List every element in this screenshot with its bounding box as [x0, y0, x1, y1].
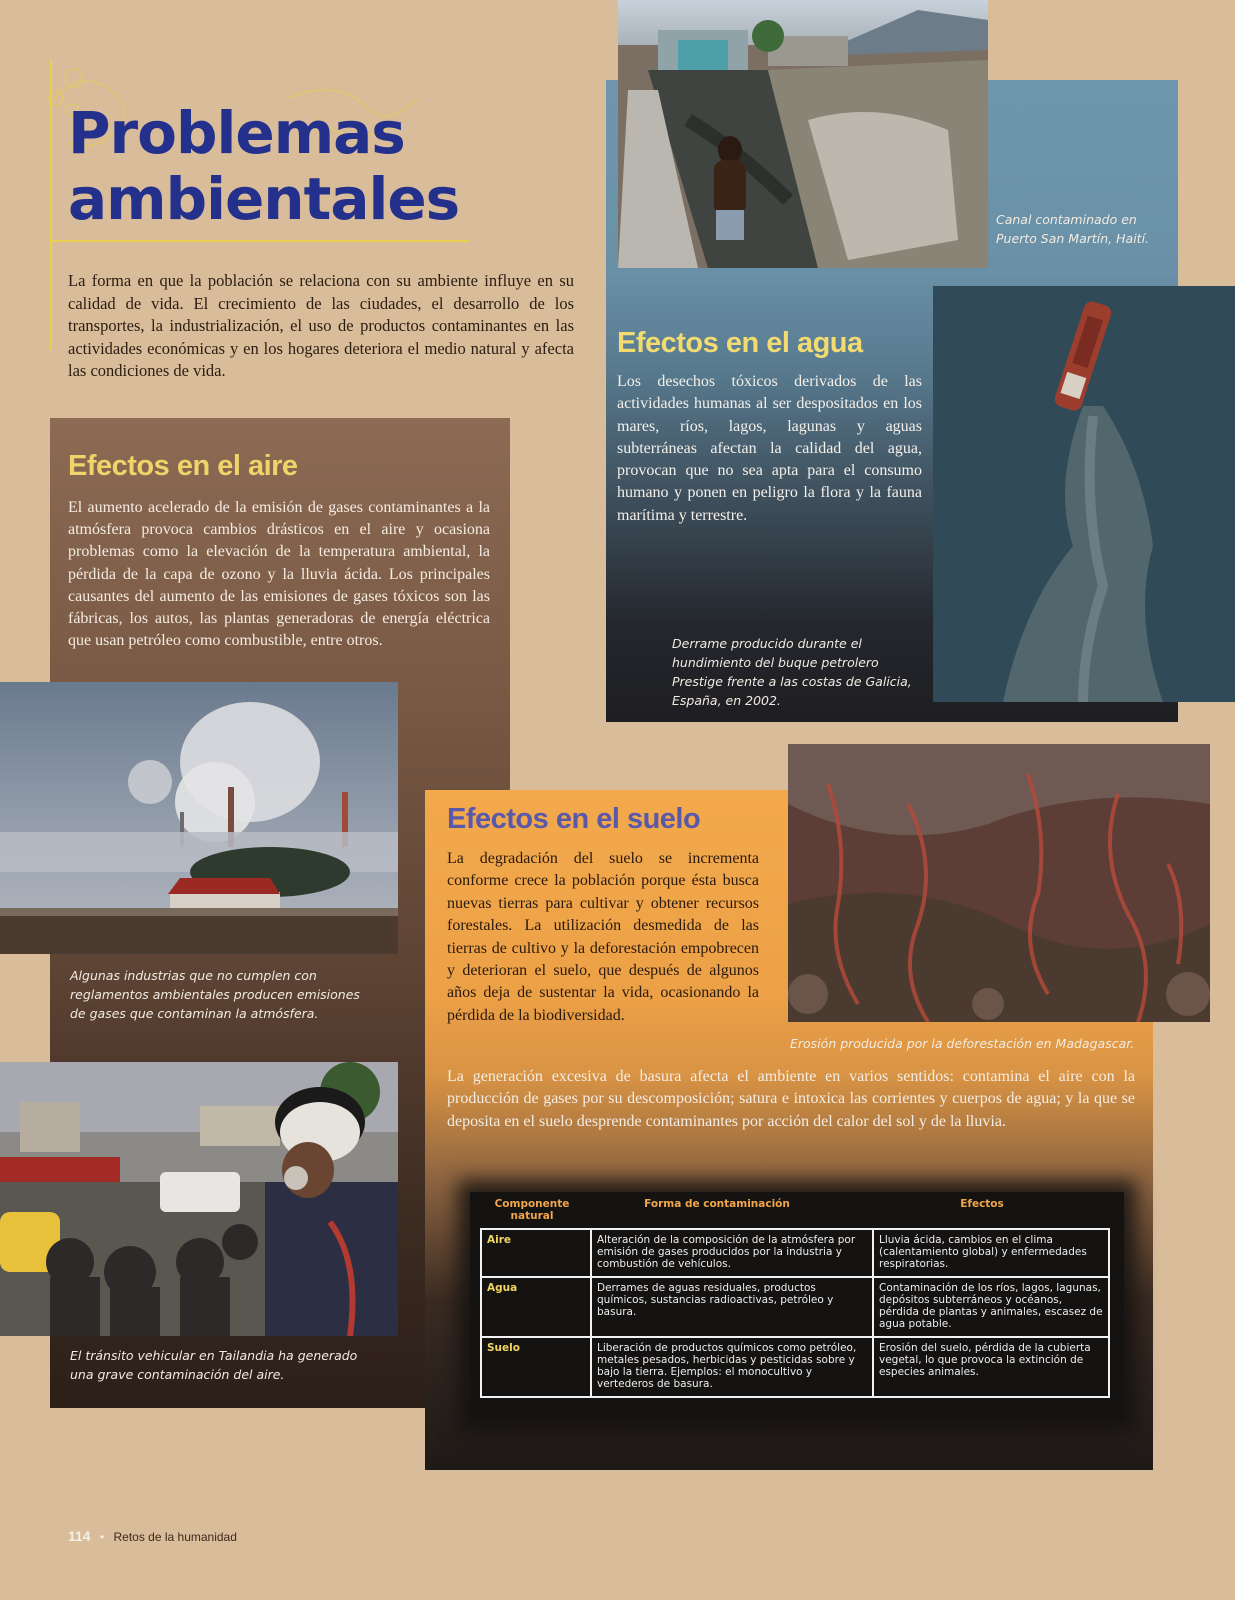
soil-paragraph: La degradación del suelo se incrementa conforme crece la población porque ésta busca nuevas tierras para cultivar y obtener recursos forestales. La utilización desmedida de las tierras de cultivo y la deforestación empobrecen y deterioran el suelo, que después de algunos años deja de sustentar la vida, ocasionando la pérdida de la biodiversidad. [447, 850, 759, 1024]
factory-caption: Algunas industrias que no cumplen con reglamentos ambientales producen emisiones de gases que contaminan la atmósfera. [70, 968, 360, 1021]
pollution-table [480, 1228, 1110, 1398]
row-forma: Derrames de aguas residuales, productos químicos, sustancias radioactivas, petróleo y basura. [591, 1277, 873, 1337]
row-forma: Alteración de la composición de la atmósfera por emisión de gases producidos por la industria y combustión de vehículos. [591, 1229, 873, 1277]
erosion-photo [788, 744, 1210, 1022]
canal-caption: Canal contaminado en Puerto San Martín, Haití. [996, 212, 1150, 246]
title-rule-vertical [50, 60, 52, 350]
table-header-efectos: Efectos [960, 1198, 1004, 1210]
title-rule-horizontal [50, 240, 470, 242]
row-efectos: Lluvia ácida, cambios en el clima (calentamiento global) y enfermedades respiratorias. [873, 1229, 1109, 1277]
air-paragraph: El aumento acelerado de la emisión de gases contaminantes a la atmósfera provoca cambios drásticos en el aire y ocasiona problemas como la elevación de la temperatura ambiental, la pérdida de la capa de ozono y la lluvia ácida. Los principales causantes del aumento de las emisiones de gases tóxicos son las fábricas, los autos, las plantas generadoras de energía eléctrica que usan petróleo como combustible, entre otros. [68, 499, 490, 650]
title-line-1: Problemas [68, 99, 405, 167]
table-row [481, 1229, 1109, 1277]
book-title: Retos de la humanidad [113, 1530, 237, 1544]
water-paragraph: Los desechos tóxicos derivados de las actividades humanas al ser despositados en los mares, ríos, lagos, lagunas y aguas subterráneas afectan la calidad del agua, provocan que no sea apta para el consumo humano y ponen en peligro la flora y la fauna marítima y terrestre. [617, 373, 922, 524]
row-component: Aire [481, 1229, 591, 1277]
water-heading: Efectos en el agua [617, 327, 863, 359]
table-header-component: Componente natural [494, 1198, 570, 1222]
row-component: Suelo [481, 1337, 591, 1397]
oil-spill-caption: Derrame producido durante el hundimiento del buque petrolero Prestige frente a las costas de Galicia, España, en 2002. [672, 636, 912, 708]
page-number: 114 [68, 1528, 91, 1544]
air-heading: Efectos en el aire [68, 450, 298, 482]
row-component: Agua [481, 1277, 591, 1337]
row-forma: Liberación de productos químicos como petróleo, metales pesados, herbicidas y pesticidas sobre y bajo la tierra. Ejemplos: el monocultivo y vertederos de basura. [591, 1337, 873, 1397]
intro-paragraph: La forma en que la población se relaciona con su ambiente influye en su calidad de vida. El crecimiento de las ciudades, el desarrollo de los transportes, la industrialización, el uso de productos contaminantes en las actividades económicas y en los hogares deteriora el medio natural y afecta las condiciones de vida. [68, 271, 574, 380]
waste-paragraph: La generación excesiva de basura afecta el ambiente en varios sentidos: contamina el aire con la producción de gases por su descomposición; satura e intoxica las corrientes y cuerpos de agua; y la que se deposita en el suelo desprende contaminantes por acción del calor del sol y de la lluvia. [447, 1068, 1135, 1130]
row-efectos: Erosión del suelo, pérdida de la cubierta vegetal, lo que provoca la extinción de especies animales. [873, 1337, 1109, 1397]
polluted-canal-photo [618, 0, 988, 268]
traffic-caption: El tránsito vehicular en Tailandia ha generado una grave contaminación del aire. [70, 1348, 358, 1382]
soil-heading: Efectos en el suelo [447, 803, 701, 835]
table-header-forma: Forma de contaminación [644, 1198, 790, 1210]
erosion-caption: Erosión producida por la deforestación en Madagascar. [790, 1036, 1135, 1051]
oil-spill-photo [933, 286, 1235, 702]
title-line-2: ambientales [68, 165, 460, 233]
page-title [68, 100, 508, 232]
page-footer [68, 1528, 237, 1544]
row-efectos: Contaminación de los ríos, lagos, lagunas, depósitos subterráneos y océanos, pérdida de plantas y animales, escasez de agua potable. [873, 1277, 1109, 1337]
table-row [481, 1277, 1109, 1337]
footer-bullet: • [99, 1530, 105, 1544]
traffic-pollution-photo [0, 1062, 398, 1336]
table-row [481, 1337, 1109, 1397]
pollution-table-container [470, 1192, 1124, 1420]
factory-emissions-photo [0, 682, 398, 954]
